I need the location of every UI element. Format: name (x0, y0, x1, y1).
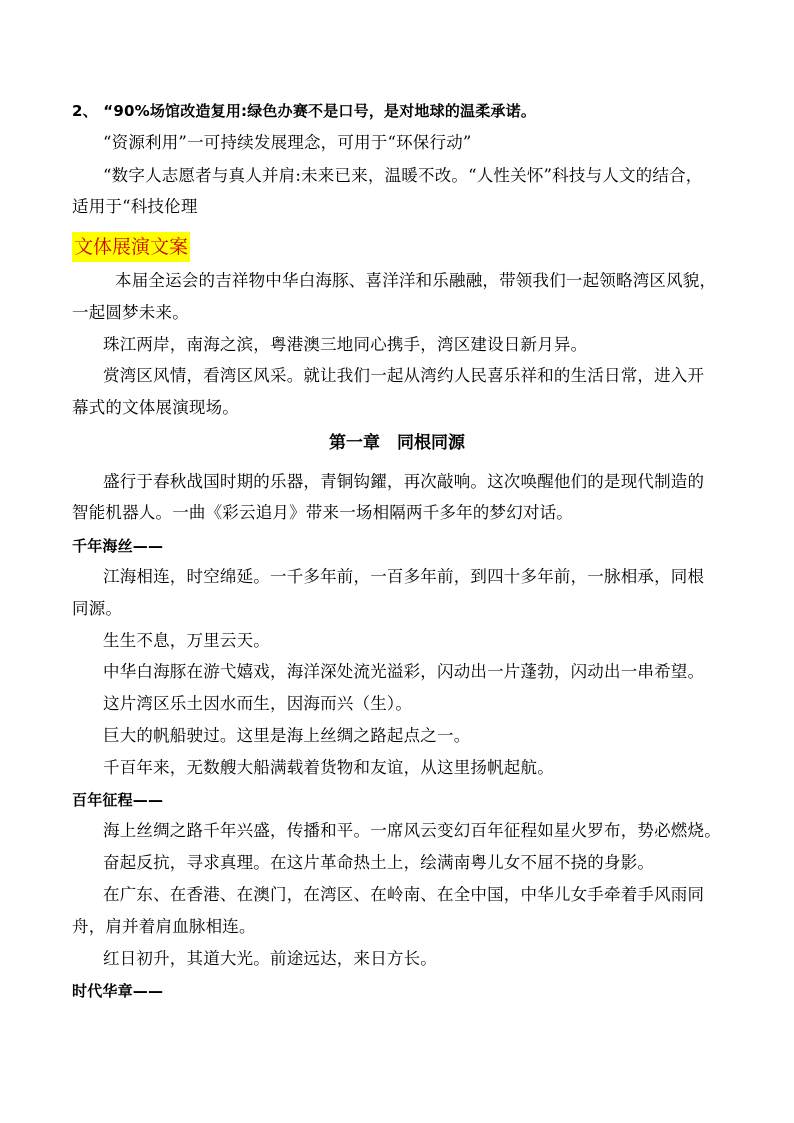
intro-paragraph-2: 珠江两岸，南海之滨，粤港澳三地同心携手，湾区建设日新月异。 (103, 335, 588, 354)
item2-line3: 适用于“科技伦理 (72, 197, 198, 216)
s2-paragraph-3a: 在广东、在香港、在澳门，在湾区、在岭南、在全中国，中华儿女手牵着手风雨同 (103, 885, 705, 904)
chapter-title: 第一章 同根同源 (329, 433, 465, 453)
item2-line2: “数字人志愿者与真人并肩:未来已来，温暖不改。“人性关怀”科技与人文的结合， (103, 166, 703, 185)
s2-paragraph-1: 海上丝绸之路千年兴盛，传播和平。一席风云变幻百年征程如星火罗布，势必燃烧。 (103, 821, 721, 840)
s1-paragraph-1b: 同源。 (72, 599, 123, 618)
s1-paragraph-4: 这片湾区乐土因水而生，因海而兴（生）。 (103, 694, 413, 713)
item2-line1: “资源利用”一可持续发展理念，可用于“环保行动” (103, 133, 472, 152)
subheading-millennium-silk-road: 千年海丝—— (72, 537, 164, 555)
intro-paragraph-1b: 一起圆梦未来。 (72, 303, 189, 322)
s1-paragraph-5: 巨大的帆船驶过。这里是海上丝绸之路起点之一。 (103, 726, 471, 745)
intro-paragraph-3b: 幕式的文体展演现场。 (72, 398, 239, 417)
s1-paragraph-1a: 江海相连，时空绵延。一千多年前，一百多年前，到四十多年前，一脉相承，同根 (103, 567, 705, 586)
s1-paragraph-2: 生生不息，万里云天。 (103, 631, 270, 650)
chapter-paragraph-1b: 智能机器人。一曲《彩云追月》带来一场相隔两千多年的梦幻对话。 (72, 503, 573, 522)
subheading-century-journey: 百年征程—— (72, 791, 164, 809)
intro-paragraph-1a: 本届全运会的吉祥物中华白海豚、喜洋洋和乐融融，带领我们一起领略湾区风貌， (115, 271, 717, 290)
s2-paragraph-3b: 舟，肩并着肩血脉相连。 (72, 917, 256, 936)
s2-paragraph-2: 奋起反抗，寻求真理。在这片革命热土上，绘满南粤儿女不屈不挠的身影。 (103, 853, 655, 872)
s1-paragraph-6: 千百年来，无数艘大船满载着货物和友谊，从这里扬帆起航。 (103, 758, 554, 777)
s2-paragraph-4: 红日初升，其道大光。前途远达，来日方长。 (103, 949, 437, 968)
chapter-paragraph-1a: 盛行于春秋战国时期的乐器，青铜钩鑃，再次敲响。这次唤醒他们的是现代制造的 (103, 472, 705, 491)
section-heading: 文体展演文案 (72, 232, 190, 262)
item2-title: 2、 “90%场馆改造复用:绿色办赛不是口号，是对地球的温柔承诺。 (72, 102, 537, 120)
s1-paragraph-3: 中华白海豚在游弋嬉戏，海洋深处流光溢彩，闪动出一片蓬勃，闪动出一串希望。 (103, 662, 705, 681)
intro-paragraph-3a: 赏湾区风情，看湾区风采。就让我们一起从湾约人民喜乐祥和的生活日常，进入开 (103, 366, 705, 385)
subheading-era-chapter: 时代华章—— (72, 982, 164, 1000)
